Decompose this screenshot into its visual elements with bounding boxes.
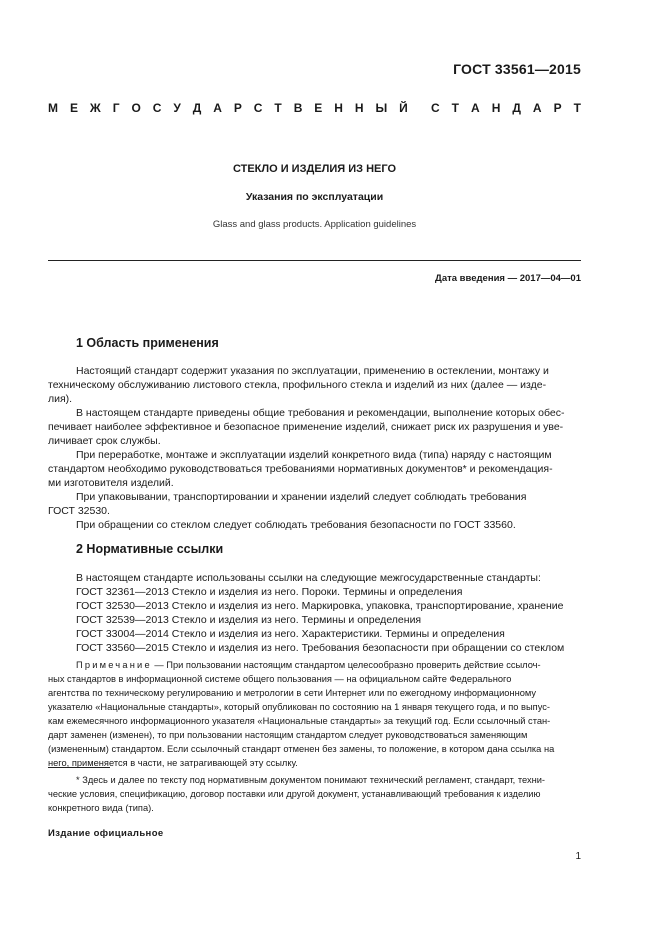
section-1-text-line: ГОСТ 32530. xyxy=(48,505,110,517)
interstate-letter: Н xyxy=(491,101,501,115)
gost-number: ГОСТ 33561—2015 xyxy=(453,61,581,77)
section-1-text-line: Настоящий стандарт содержит указания по эксплуатации, применению в остеклении, монтажу и xyxy=(76,365,549,377)
document-subtitle: Указания по эксплуатации xyxy=(245,191,384,203)
interstate-letter: Е xyxy=(69,101,78,115)
note-text-line: агентства по техническому регулированию и метрологии в сети Интернет или по ежегодному информационному xyxy=(48,688,537,698)
section-1-text-line: При переработке, монтаже и эксплуатации изделий конкретного вида (типа) наряду с настоящим xyxy=(76,449,552,461)
section-1-heading: 1 Область применения xyxy=(76,336,219,350)
note-block xyxy=(48,658,581,770)
section-2-heading: 2 Нормативные ссылки xyxy=(76,542,224,556)
interstate-letter: А xyxy=(213,101,222,115)
interstate-letter: Й xyxy=(399,101,408,115)
note-text-line: него, применяется в части, не затрагивающей эту ссылку. xyxy=(48,758,298,768)
footnote-text-line: конкретного вида (типа). xyxy=(48,803,154,813)
interstate-letter: Т xyxy=(573,101,581,115)
introduction-date: Дата введения — 2017—04—01 xyxy=(435,273,581,284)
note-text-line: кам ежемесячного информационного указателя «Национальные стандарты» за текущий год. Если ссылочный стан- xyxy=(48,716,551,726)
interstate-letter: М xyxy=(48,101,58,115)
note-text-line: указателю «Национальные стандарты», который опубликован по состоянию на 1 января текущего года, и по выпус- xyxy=(48,702,550,712)
note-text-line: (измененным) стандартом. Если ссылочный стандарт отменен без замены, то положение, в котором дана ссылка на xyxy=(48,744,555,754)
note-label: Примечание xyxy=(76,660,152,670)
footnote-text-line: ческие условия, спецификацию, договор поставки или другой документ, устанавливающий требования к изделию xyxy=(48,789,541,799)
section-1-text-line: В настоящем стандарте приведены общие требования и рекомендации, выполнение которых обес- xyxy=(76,407,565,419)
interstate-letter: Ы xyxy=(375,101,388,115)
interstate-letter: А xyxy=(471,101,480,115)
interstate-letter: Ж xyxy=(89,101,101,115)
section-2-text-line: ГОСТ 32361—2013 Стекло и изделия из него. Пороки. Термины и определения xyxy=(76,586,463,598)
interstate-letter: Д xyxy=(512,101,521,115)
section-1-text-line: ми изготовителя изделий. xyxy=(48,477,174,489)
section-1-text-line: печивает наиболее эффективное и безопасное применение изделий, снижает риск их разрушения и уве- xyxy=(48,421,564,433)
section-1-body xyxy=(48,364,581,532)
section-2-text-line: ГОСТ 33004—2014 Стекло и изделия из него. Характеристики. Термины и определения xyxy=(76,628,505,640)
header-divider xyxy=(48,260,581,261)
interstate-letter: Т xyxy=(274,101,282,115)
document-title: СТЕКЛО И ИЗДЕЛИЯ ИЗ НЕГО xyxy=(232,163,397,175)
interstate-letter: Р xyxy=(553,101,562,115)
section-2-text-line: ГОСТ 33560—2015 Стекло и изделия из него. Требования безопасности при обращении со стеклом xyxy=(76,642,565,654)
interstate-letter: Т xyxy=(451,101,460,115)
interstate-word-2 xyxy=(431,101,581,115)
interstate-letter: С xyxy=(253,101,263,115)
section-2-text-line: ГОСТ 32539—2013 Стекло и изделия из него. Термины и определения xyxy=(76,614,422,626)
section-2-text-line: ГОСТ 32530—2013 Стекло и изделия из него. Маркировка, упаковка, транспортирование, хранение xyxy=(76,600,564,612)
interstate-standard-label xyxy=(48,101,581,115)
section-2-body xyxy=(48,571,581,655)
interstate-letter: С xyxy=(152,101,162,115)
interstate-letter: У xyxy=(173,101,181,115)
section-1-text-line: При обращении со стеклом следует соблюдать требования безопасности по ГОСТ 33560. xyxy=(76,519,516,531)
section-2-text-line: В настоящем стандарте использованы ссылки на следующие межгосударственные стандарты: xyxy=(76,572,541,584)
interstate-letter: О xyxy=(131,101,141,115)
interstate-letter: С xyxy=(431,101,440,115)
note-first-line-text: — При пользовании настоящим стандартом целесообразно проверить действие ссылоч- xyxy=(151,660,541,670)
section-1-text-line: техническому обслуживанию листового стекла, профильного стекла и изделий из них (далее — изде- xyxy=(48,379,547,391)
interstate-word-1 xyxy=(48,101,408,115)
footnote-block xyxy=(48,773,581,815)
interstate-letter: Е xyxy=(314,101,323,115)
interstate-letter: Н xyxy=(334,101,343,115)
interstate-letter: Н xyxy=(354,101,364,115)
note-text-line: ных стандартов в информационной системе общего пользования — на официальном сайте Федерального xyxy=(48,674,512,684)
interstate-letter: А xyxy=(532,101,542,115)
page-number: 1 xyxy=(575,851,581,862)
edition-label: Издание официальное xyxy=(48,828,164,839)
section-1-text-line: личивает срок службы. xyxy=(48,435,161,447)
section-1-text-line: лия). xyxy=(48,393,73,405)
note-text-line: дарт заменен (изменен), то при пользовании настоящим стандартом следует руководствоваться заменяющим xyxy=(48,730,528,740)
section-1-text-line: При упаковывании, транспортировании и хранении изделий следует соблюдать требования xyxy=(76,491,527,503)
interstate-letter: В xyxy=(293,101,303,115)
interstate-letter: Д xyxy=(192,101,202,115)
section-1-text-line: стандартом необходимо руководствоваться требованиями нормативных документов* и рекомендация- xyxy=(48,463,553,475)
footnote-text-line: * Здесь и далее по тексту под нормативным документом понимают технический регламент, стандарт, техни- xyxy=(76,775,546,785)
interstate-letter: Г xyxy=(112,101,120,115)
interstate-letter: Р xyxy=(233,101,242,115)
note-first-line xyxy=(48,658,581,672)
footnote-divider xyxy=(48,767,110,768)
document-title-english: Glass and glass products. Application guidelines xyxy=(212,219,417,230)
